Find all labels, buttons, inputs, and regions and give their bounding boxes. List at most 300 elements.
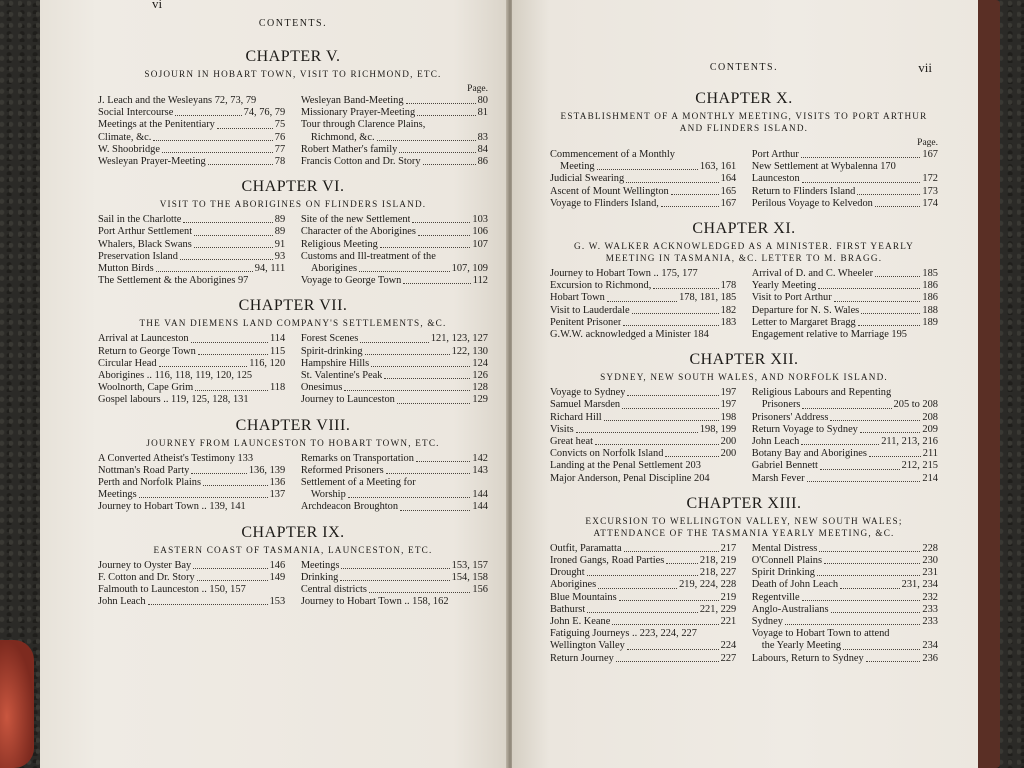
toc-entry — [98, 214, 285, 226]
toc-entry — [301, 132, 488, 144]
entry-column — [550, 138, 736, 210]
dot-leader — [665, 448, 718, 457]
toc-entry — [301, 477, 488, 489]
dot-leader — [616, 653, 719, 662]
dot-leader — [843, 640, 920, 649]
dot-leader — [604, 412, 719, 421]
entry-page: 197 — [720, 387, 737, 399]
entry-title: Wesleyan Prayer-Meeting — [98, 156, 206, 168]
entry-page: 212, 215 — [901, 460, 938, 472]
entry-title: Settlement of a Meeting for — [300, 477, 416, 489]
chapter-heading: CHAPTER VII. — [238, 297, 348, 315]
entry-columns — [550, 268, 938, 341]
dot-leader — [403, 275, 470, 284]
dot-leader — [397, 394, 471, 403]
toc-entry — [752, 161, 938, 173]
toc-entry — [550, 555, 736, 567]
dot-leader — [156, 263, 253, 272]
toc-entry — [301, 275, 488, 287]
dot-leader — [653, 280, 718, 289]
toc-entry — [550, 399, 736, 411]
entry-page: 165 — [720, 185, 737, 197]
entry-page: 205 to 208 — [893, 399, 938, 411]
entry-title: Tour through Clarence Plains, — [300, 119, 426, 131]
entry-title: Ironed Gangs, Road Parties — [550, 555, 665, 567]
entry-page: 107 — [472, 238, 488, 250]
chapter-subtitle: SOJOURN IN HOBART TOWN, VISIT TO RICHMOND, ETC. — [144, 69, 442, 79]
toc-entry — [752, 305, 938, 317]
entry-page: 189 — [922, 316, 938, 328]
entry-page: 172 — [922, 173, 938, 185]
dot-leader — [197, 572, 268, 581]
toc-entry — [752, 198, 938, 210]
dot-leader — [627, 640, 719, 649]
dot-leader — [632, 305, 719, 314]
dot-leader — [369, 584, 471, 593]
toc-entry — [752, 460, 938, 472]
entry-title: F. Cotton and Dr. Story — [98, 571, 195, 583]
toc-entry — [98, 394, 285, 406]
dot-leader — [607, 292, 677, 301]
entry-title: Anglo-Australians — [751, 603, 829, 615]
dot-leader — [831, 604, 921, 613]
dot-leader — [661, 198, 719, 207]
chapter-heading: CHAPTER XIII. — [686, 494, 802, 512]
dot-leader — [399, 144, 475, 153]
entry-title: Outfit, Paramatta — [550, 542, 622, 554]
entry-title: Meeting — [560, 161, 595, 173]
entry-page: 227 — [720, 652, 737, 664]
entry-column — [550, 268, 736, 341]
dot-leader — [194, 226, 273, 235]
dot-leader — [860, 424, 921, 433]
entry-page: 89 — [274, 226, 286, 238]
toc-entry — [752, 628, 938, 640]
entry-title: Journey to Oyster Bay — [98, 559, 192, 571]
dot-leader — [386, 465, 471, 474]
chapter-subtitle: JOURNEY FROM LAUNCESTON TO HOBART TOWN, ETC. — [146, 437, 440, 448]
entry-title: Character of the Aborigines — [300, 226, 416, 238]
toc-entry — [752, 448, 938, 460]
toc-entry — [98, 263, 285, 275]
entry-page: 173 — [922, 185, 938, 197]
entry-title: Aborigines .. 116, 118, 119, 120, 125 — [98, 370, 253, 382]
toc-entry — [752, 592, 938, 604]
entry-page: 174 — [922, 197, 938, 209]
entry-page: 188 — [922, 304, 938, 316]
entry-column — [752, 268, 938, 341]
entry-page: 86 — [477, 156, 488, 168]
toc-entry — [98, 132, 285, 144]
toc-entry — [301, 394, 488, 406]
entry-title: Visit to Lauderdale — [550, 304, 630, 316]
entry-column — [98, 333, 285, 406]
entry-title: Meetings at the Penitentiary — [98, 119, 215, 131]
entry-title: Marsh Fever — [751, 472, 805, 484]
entry-page: 178 — [720, 280, 737, 292]
entry-column — [98, 214, 285, 287]
toc-entry — [550, 436, 736, 448]
entry-title: The Settlement & the Aborigines 97 — [98, 275, 249, 287]
dot-leader — [162, 144, 273, 153]
chapter-section — [550, 495, 938, 665]
thumb — [0, 640, 34, 768]
toc-entry — [301, 596, 488, 608]
toc-entry — [98, 489, 285, 501]
entry-column — [98, 560, 285, 609]
dot-leader — [866, 653, 921, 662]
toc-entry — [301, 263, 488, 275]
entry-page: 178, 181, 185 — [679, 292, 737, 304]
toc-entry — [550, 268, 736, 280]
toc-entry — [301, 572, 488, 584]
entry-page: 144 — [472, 489, 488, 501]
dot-leader — [824, 555, 920, 564]
dot-leader — [400, 501, 470, 510]
toc-entry — [98, 239, 285, 251]
entry-title: Gabriel Bennett — [751, 460, 818, 472]
entry-title: Mutton Birds — [98, 263, 154, 275]
chapter-subtitle: EXCURSION TO WELLINGTON VALLEY, NEW SOUTH WALES; ATTENDANCE OF THE TASMANIA YEARLY MEETING, &C. — [585, 515, 903, 538]
toc-entry — [550, 543, 736, 555]
entry-column — [301, 214, 488, 287]
entry-column — [752, 543, 938, 665]
toc-entry — [301, 465, 488, 477]
toc-entry — [550, 640, 736, 652]
entry-page: 137 — [269, 489, 286, 501]
entry-title: Letter to Margaret Bragg — [751, 316, 856, 328]
entry-page: 106 — [472, 226, 488, 238]
toc-entry — [98, 560, 285, 572]
page-label-spacer — [550, 138, 736, 149]
toc-entry — [98, 119, 285, 131]
chapter-heading: CHAPTER XII. — [689, 351, 799, 369]
dot-leader — [801, 149, 921, 158]
toc-entry — [301, 144, 488, 156]
toc-entry — [550, 628, 736, 640]
entry-page: 200 — [720, 448, 737, 460]
toc-entry — [98, 358, 285, 370]
entry-columns — [98, 84, 488, 168]
toc-entry — [98, 501, 285, 513]
entry-page: 122, 130 — [451, 345, 488, 357]
toc-entry — [752, 329, 938, 341]
entry-column — [98, 84, 285, 168]
toc-entry — [752, 280, 938, 292]
entry-column — [98, 453, 285, 514]
toc-entry — [301, 346, 488, 358]
entry-page: 232 — [922, 591, 938, 603]
entry-title: Judicial Swearing — [550, 173, 625, 185]
entry-title: Journey to Launceston — [300, 394, 395, 406]
toc-entry — [98, 251, 285, 263]
entry-title: Voyage to Hobart Town to attend — [751, 628, 890, 640]
entry-title: Port Arthur Settlement — [98, 226, 193, 238]
chapter-section — [550, 220, 938, 341]
entry-title: Voyage to Flinders Island, — [550, 197, 659, 209]
dot-leader — [627, 387, 718, 396]
entry-title: Robert Mather's family — [300, 143, 398, 155]
entry-title: Voyage to George Town — [300, 275, 402, 287]
dot-leader — [817, 567, 920, 576]
toc-entry — [301, 214, 488, 226]
dot-leader — [183, 214, 272, 223]
running-head — [550, 0, 938, 75]
entry-title: Spirit Drinking — [751, 567, 815, 579]
entry-title: Prisoners' Address — [751, 411, 829, 423]
entry-title: Botany Bay and Aborigines — [751, 448, 867, 460]
entry-title: Journey to Hobart Town .. 175, 177 — [550, 268, 698, 280]
entry-page: 146 — [269, 559, 286, 571]
entry-title: Meetings — [300, 559, 340, 571]
chapter-heading: CHAPTER IX. — [241, 523, 345, 541]
entry-page: 231, 234 — [901, 579, 938, 591]
entry-title: Voyage to Sydney — [550, 387, 626, 399]
toc-entry — [752, 317, 938, 329]
toc-entry — [301, 119, 488, 131]
entry-title: Site of the new Settlement — [300, 214, 411, 226]
entry-page: 126 — [472, 370, 488, 382]
chapter-list — [98, 48, 488, 608]
entry-title: Circular Head — [98, 357, 157, 369]
entry-title: O'Connell Plains — [751, 555, 823, 567]
entry-title: New Settlement at Wybalenna 170 — [751, 161, 896, 173]
entry-title: John E. Keane — [550, 616, 611, 628]
dot-leader — [785, 616, 920, 625]
dot-leader — [406, 95, 476, 104]
entry-title: Climate, &c. — [98, 131, 152, 143]
entry-page: 219, 224, 228 — [679, 579, 737, 591]
toc-entry — [301, 239, 488, 251]
entry-title: Spirit-drinking — [300, 345, 363, 357]
dot-leader — [830, 412, 920, 421]
entry-page: 230 — [922, 555, 938, 567]
entry-title: Missionary Prayer-Meeting — [300, 107, 416, 119]
right-page — [512, 0, 978, 768]
dot-leader — [416, 453, 470, 462]
dot-leader — [191, 465, 246, 474]
dot-leader — [159, 358, 248, 367]
toc-entry — [752, 567, 938, 579]
toc-entry — [301, 226, 488, 238]
entry-column — [301, 333, 488, 406]
toc-entry — [550, 412, 736, 424]
dot-leader — [180, 251, 273, 260]
entry-page: 182 — [720, 304, 737, 316]
dot-leader — [801, 436, 879, 445]
dot-leader — [423, 156, 476, 165]
dot-leader — [340, 572, 449, 581]
entry-page: 218, 227 — [699, 567, 737, 579]
entry-page: 217 — [720, 542, 737, 554]
dot-leader — [840, 579, 900, 588]
entry-columns — [98, 214, 488, 287]
toc-entry — [98, 156, 285, 168]
toc-entry — [301, 358, 488, 370]
entry-page: 234 — [922, 640, 938, 652]
toc-entry — [752, 579, 938, 591]
dot-leader — [622, 399, 719, 408]
toc-entry — [98, 572, 285, 584]
entry-title: Journey to Hobart Town .. 139, 141 — [98, 501, 246, 513]
toc-entry — [752, 640, 938, 652]
toc-entry — [301, 560, 488, 572]
toc-entry — [752, 292, 938, 304]
entry-page: 185 — [922, 268, 938, 280]
entry-title: Richard Hill — [550, 411, 602, 423]
entry-title: Gospel labours .. 119, 125, 128, 131 — [98, 394, 249, 406]
entry-page: 214 — [922, 472, 938, 484]
entry-page: 84 — [477, 143, 488, 155]
entry-title: St. Valentine's Peak — [300, 370, 383, 382]
page-number: vi — [152, 0, 163, 11]
entry-title: Worship — [310, 489, 346, 501]
toc-entry — [301, 584, 488, 596]
chapter-subtitle: ESTABLISHMENT OF A MONTHLY MEETING, VISITS TO PORT ARTHUR AND FLINDERS ISLAND. — [560, 111, 928, 133]
dot-leader — [802, 399, 891, 408]
entry-page: 233 — [922, 603, 938, 615]
toc-entry — [752, 412, 938, 424]
entry-title: Return Journey — [550, 652, 614, 664]
entry-title: Prisoners — [761, 399, 801, 411]
toc-entry — [752, 149, 938, 161]
entry-title: Great heat — [550, 436, 593, 448]
toc-entry — [301, 453, 488, 465]
entry-columns — [550, 543, 938, 665]
toc-entry — [752, 604, 938, 616]
entry-page: 236 — [922, 652, 938, 664]
dot-leader — [175, 107, 241, 116]
toc-entry — [550, 186, 736, 198]
toc-entry — [550, 604, 736, 616]
toc-entry — [98, 453, 285, 465]
entry-page: 149 — [269, 571, 286, 583]
entry-page: 228 — [922, 542, 938, 554]
entry-title: Port Arthur — [751, 149, 799, 160]
dot-leader — [576, 424, 698, 433]
toc-entry — [550, 567, 736, 579]
entry-page: 198 — [720, 411, 737, 423]
toc-entry — [550, 579, 736, 591]
running-title: CONTENTS. — [258, 18, 328, 29]
entry-column — [301, 453, 488, 514]
entry-page: 153 — [269, 596, 286, 608]
left-page — [40, 0, 510, 768]
entry-title: John Leach — [98, 596, 146, 608]
entry-columns — [550, 387, 938, 485]
chapter-subtitle: THE VAN DIEMENS LAND COMPANY'S SETTLEMENTS, &C. — [139, 318, 447, 329]
entry-title: Drought — [550, 567, 585, 579]
entry-title: Religious Meeting — [300, 238, 378, 250]
toc-entry — [301, 501, 488, 513]
entry-title: Yearly Meeting — [751, 280, 817, 292]
entry-title: Richmond, &c. — [310, 131, 375, 143]
entry-title: Death of John Leach — [751, 579, 839, 591]
toc-entry — [98, 226, 285, 238]
toc-entry — [752, 399, 938, 411]
entry-page: 76 — [274, 131, 286, 143]
entry-page: 74, 76, 79 — [243, 107, 286, 119]
dot-leader — [671, 186, 719, 195]
entry-page: 143 — [472, 464, 488, 476]
chapter-section — [98, 48, 488, 168]
entry-title: Landing at the Penal Settlement 203 — [550, 460, 701, 472]
dot-leader — [412, 214, 470, 223]
dot-leader — [148, 596, 268, 605]
entry-page: 103 — [472, 214, 488, 226]
dot-leader — [857, 186, 920, 195]
entry-title: Hobart Town — [550, 292, 605, 304]
entry-page: 154, 158 — [451, 571, 488, 583]
entry-column — [301, 84, 488, 168]
entry-title: Samuel Marsden — [550, 399, 621, 411]
dot-leader — [834, 292, 921, 301]
entry-page: 91 — [274, 238, 286, 250]
entry-page: 81 — [477, 107, 488, 119]
entry-page: 112 — [472, 275, 488, 287]
entry-title: Aborigines — [550, 579, 597, 591]
chapter-section — [98, 524, 488, 609]
page-number: vii — [918, 60, 932, 75]
toc-entry — [301, 251, 488, 263]
entry-title: Regentville — [751, 591, 800, 603]
entry-page: 208 — [922, 411, 938, 423]
entry-title: Reformed Prisoners — [300, 464, 384, 476]
toc-entry — [98, 465, 285, 477]
entry-page: 124 — [472, 357, 488, 369]
toc-entry — [550, 280, 736, 292]
toc-entry — [550, 317, 736, 329]
entry-page: 211, 213, 216 — [881, 436, 938, 448]
entry-columns — [98, 560, 488, 609]
entry-title: Whalers, Black Swans — [98, 238, 192, 250]
toc-entry — [98, 370, 285, 382]
chapter-list — [550, 90, 938, 665]
entry-page: 221, 229 — [699, 603, 737, 615]
toc-entry — [98, 584, 285, 596]
toc-entry — [301, 489, 488, 501]
toc-entry — [98, 95, 285, 107]
dot-leader — [624, 543, 719, 552]
dot-leader — [666, 555, 698, 564]
dot-leader — [359, 263, 450, 272]
entry-title: Convicts on Norfolk Island — [550, 448, 664, 460]
toc-entry — [550, 173, 736, 185]
entry-page: 211 — [922, 448, 938, 460]
chapter-subtitle: SYDNEY, NEW SOUTH WALES, AND NORFOLK ISLAND. — [600, 372, 888, 383]
entry-page: 209 — [922, 423, 938, 435]
toc-entry — [752, 173, 938, 185]
entry-page: 142 — [472, 452, 488, 464]
entry-title: Preservation Island — [98, 250, 178, 262]
chapter-section — [550, 351, 938, 485]
toc-entry — [301, 382, 488, 394]
dot-leader — [802, 592, 921, 601]
dot-leader — [198, 346, 268, 355]
dot-leader — [623, 317, 718, 326]
entry-columns — [98, 333, 488, 406]
running-title: CONTENTS. — [709, 62, 779, 73]
entry-title: Drinking — [300, 571, 339, 583]
dot-leader — [595, 436, 719, 445]
entry-title: Mental Distress — [751, 542, 818, 554]
entry-title: Central districts — [300, 584, 367, 596]
toc-entry — [550, 161, 736, 173]
entry-title: Onesimus — [300, 382, 343, 394]
entry-title: Visits — [550, 423, 574, 435]
entry-page: 83 — [477, 131, 488, 143]
entry-page: 78 — [274, 156, 286, 168]
